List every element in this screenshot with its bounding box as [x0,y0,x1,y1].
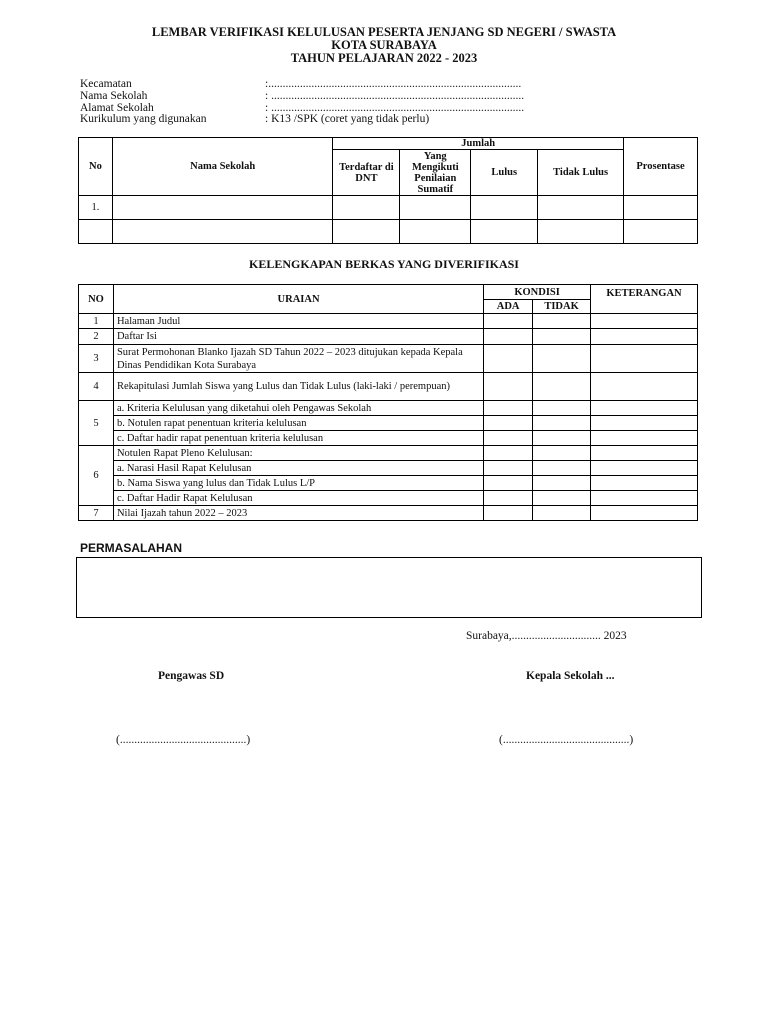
info-value: : ........................................................................................ [265,90,525,102]
table-row [79,491,698,506]
cell-tidak[interactable] [533,461,591,476]
cell-uraian: Surat Permohonan Blanko Ijazah SD Tahun 2022 – 2023 ditujukan kepada Kepala Dinas Pendidikan Kota Surabaya [113,345,483,373]
cell-uraian: Daftar Isi [113,329,483,345]
pengawas-title: Pengawas SD [158,670,225,682]
kepala-sekolah-signature-line: (............................................) [499,734,634,746]
cell-no: 3 [79,345,114,373]
info-label: Alamat Sekolah [80,102,154,114]
cell-tidak[interactable] [533,401,591,416]
cell-ada[interactable] [484,314,533,329]
cell-keterangan[interactable] [591,314,698,329]
cell-uraian: Rekapitulasi Jumlah Siswa yang Lulus dan Tidak Lulus (laki-laki / perempuan) [113,373,483,401]
table-row [79,220,698,244]
col-header-keterangan: KETERANGAN [591,285,698,314]
pengawas-signature-line: (............................................) [116,734,251,746]
cell-nama-sekolah[interactable] [112,196,332,220]
cell-keterangan[interactable] [591,446,698,461]
cell-uraian: a. Narasi Hasil Rapat Kelulusan [113,461,483,476]
permasalahan-box[interactable] [76,557,702,618]
table-row [79,196,698,220]
cell-keterangan[interactable] [591,461,698,476]
school-summary-table [78,137,698,244]
info-kurikulum [80,113,429,125]
cell-no: 2 [79,329,114,345]
cell-uraian: a. Kriteria Kelulusan yang diketahui oleh Pengawas Sekolah [113,401,483,416]
col-header-no: No [79,138,113,196]
cell-uraian: Halaman Judul [113,314,483,329]
cell-nama-sekolah[interactable] [112,220,332,244]
cell-uraian: c. Daftar Hadir Rapat Kelulusan [113,491,483,506]
table-row [79,446,698,461]
cell-tidak[interactable] [533,329,591,345]
info-label: Kurikulum yang digunakan [80,113,207,125]
table-row [79,345,698,373]
info-value: : K13 /SPK (coret yang tidak perlu) [265,113,430,125]
cell-mengikuti[interactable] [400,220,471,244]
col-header-no: NO [79,285,114,314]
cell-ada[interactable] [484,491,533,506]
col-header-prosentase: Prosentase [624,138,698,196]
cell-keterangan[interactable] [591,506,698,521]
cell-ada[interactable] [484,431,533,446]
col-header-tidak: TIDAK [533,300,591,314]
cell-no: 6 [79,446,114,506]
section-title-kelengkapan: KELENGKAPAN BERKAS YANG DIVERIFIKASI [249,257,519,271]
cell-tidak[interactable] [533,416,591,431]
col-header-terdaftar: Terdaftar di DNT [333,150,400,196]
col-header-tidak-lulus: Tidak Lulus [538,150,624,196]
info-value: : ........................................................................................ [265,102,525,114]
cell-keterangan[interactable] [591,401,698,416]
table-row [79,329,698,345]
table-row [79,506,698,521]
permasalahan-label: PERMASALAHAN [80,541,182,555]
info-nama-sekolah [80,90,524,102]
cell-ada[interactable] [484,373,533,401]
cell-tidak-lulus[interactable] [538,196,624,220]
col-header-lulus: Lulus [471,150,538,196]
table-row [79,416,698,431]
cell-tidak[interactable] [533,373,591,401]
table-row [79,314,698,329]
table-row [79,476,698,491]
cell-tidak[interactable] [533,491,591,506]
document-checklist-table [78,284,698,521]
doc-title-line1: LEMBAR VERIFIKASI KELULUSAN PESERTA JENJANG SD NEGERI / SWASTA [151,25,617,39]
cell-tidak[interactable] [533,506,591,521]
cell-ada[interactable] [484,461,533,476]
cell-mengikuti[interactable] [400,196,471,220]
col-header-nama-sekolah: Nama Sekolah [112,138,332,196]
cell-ada[interactable] [484,506,533,521]
cell-lulus[interactable] [471,196,538,220]
cell-no: 5 [79,401,114,446]
cell-uraian: Notulen Rapat Pleno Kelulusan: [113,446,483,461]
col-header-kondisi: KONDISI [484,285,591,300]
cell-tidak[interactable] [533,446,591,461]
doc-title-line3: TAHUN PELAJARAN 2022 - 2023 [290,51,478,65]
table-row [79,431,698,446]
cell-ada[interactable] [484,476,533,491]
cell-no: 4 [79,373,114,401]
cell-no[interactable] [79,220,113,244]
cell-keterangan[interactable] [591,476,698,491]
info-label: Kecamatan [80,78,132,90]
cell-keterangan[interactable] [591,431,698,446]
cell-uraian: b. Nama Siswa yang lulus dan Tidak Lulus L/P [113,476,483,491]
col-header-mengikuti: Yang Mengikuti Penilaian Sumatif [400,150,471,196]
cell-uraian: Nilai Ijazah tahun 2022 – 2023 [113,506,483,521]
cell-keterangan[interactable] [591,373,698,401]
col-header-ada: ADA [484,300,533,314]
cell-tidak[interactable] [533,431,591,446]
cell-ada[interactable] [484,416,533,431]
cell-keterangan[interactable] [591,416,698,431]
cell-keterangan[interactable] [591,329,698,345]
kepala-sekolah-title: Kepala Sekolah ... [526,670,615,682]
cell-no: 7 [79,506,114,521]
cell-tidak-lulus[interactable] [538,220,624,244]
cell-terdaftar[interactable] [333,196,400,220]
cell-no: 1. [79,196,113,220]
table-row [79,373,698,401]
cell-keterangan[interactable] [591,345,698,373]
col-header-uraian: URAIAN [113,285,483,314]
col-header-jumlah: Jumlah [333,138,624,150]
cell-ada[interactable] [484,401,533,416]
info-label: Nama Sekolah [80,90,148,102]
cell-uraian: b. Notulen rapat penentuan kriteria kelulusan [113,416,483,431]
table-row [79,461,698,476]
cell-uraian: c. Daftar hadir rapat penentuan kriteria kelulusan [113,431,483,446]
cell-tidak[interactable] [533,345,591,373]
cell-terdaftar[interactable] [333,220,400,244]
cell-ada[interactable] [484,329,533,345]
cell-lulus[interactable] [471,220,538,244]
cell-no: 1 [79,314,114,329]
cell-keterangan[interactable] [591,491,698,506]
cell-ada[interactable] [484,446,533,461]
place-date: Surabaya,............................... 2023 [466,630,627,642]
doc-title-line2: KOTA SURABAYA [331,38,437,52]
cell-tidak[interactable] [533,314,591,329]
cell-ada[interactable] [484,345,533,373]
cell-prosentase[interactable] [624,220,698,244]
cell-prosentase[interactable] [624,196,698,220]
info-kecamatan [80,78,521,90]
table-row [79,401,698,416]
cell-tidak[interactable] [533,476,591,491]
info-value: :........................................................................................ [265,78,522,90]
